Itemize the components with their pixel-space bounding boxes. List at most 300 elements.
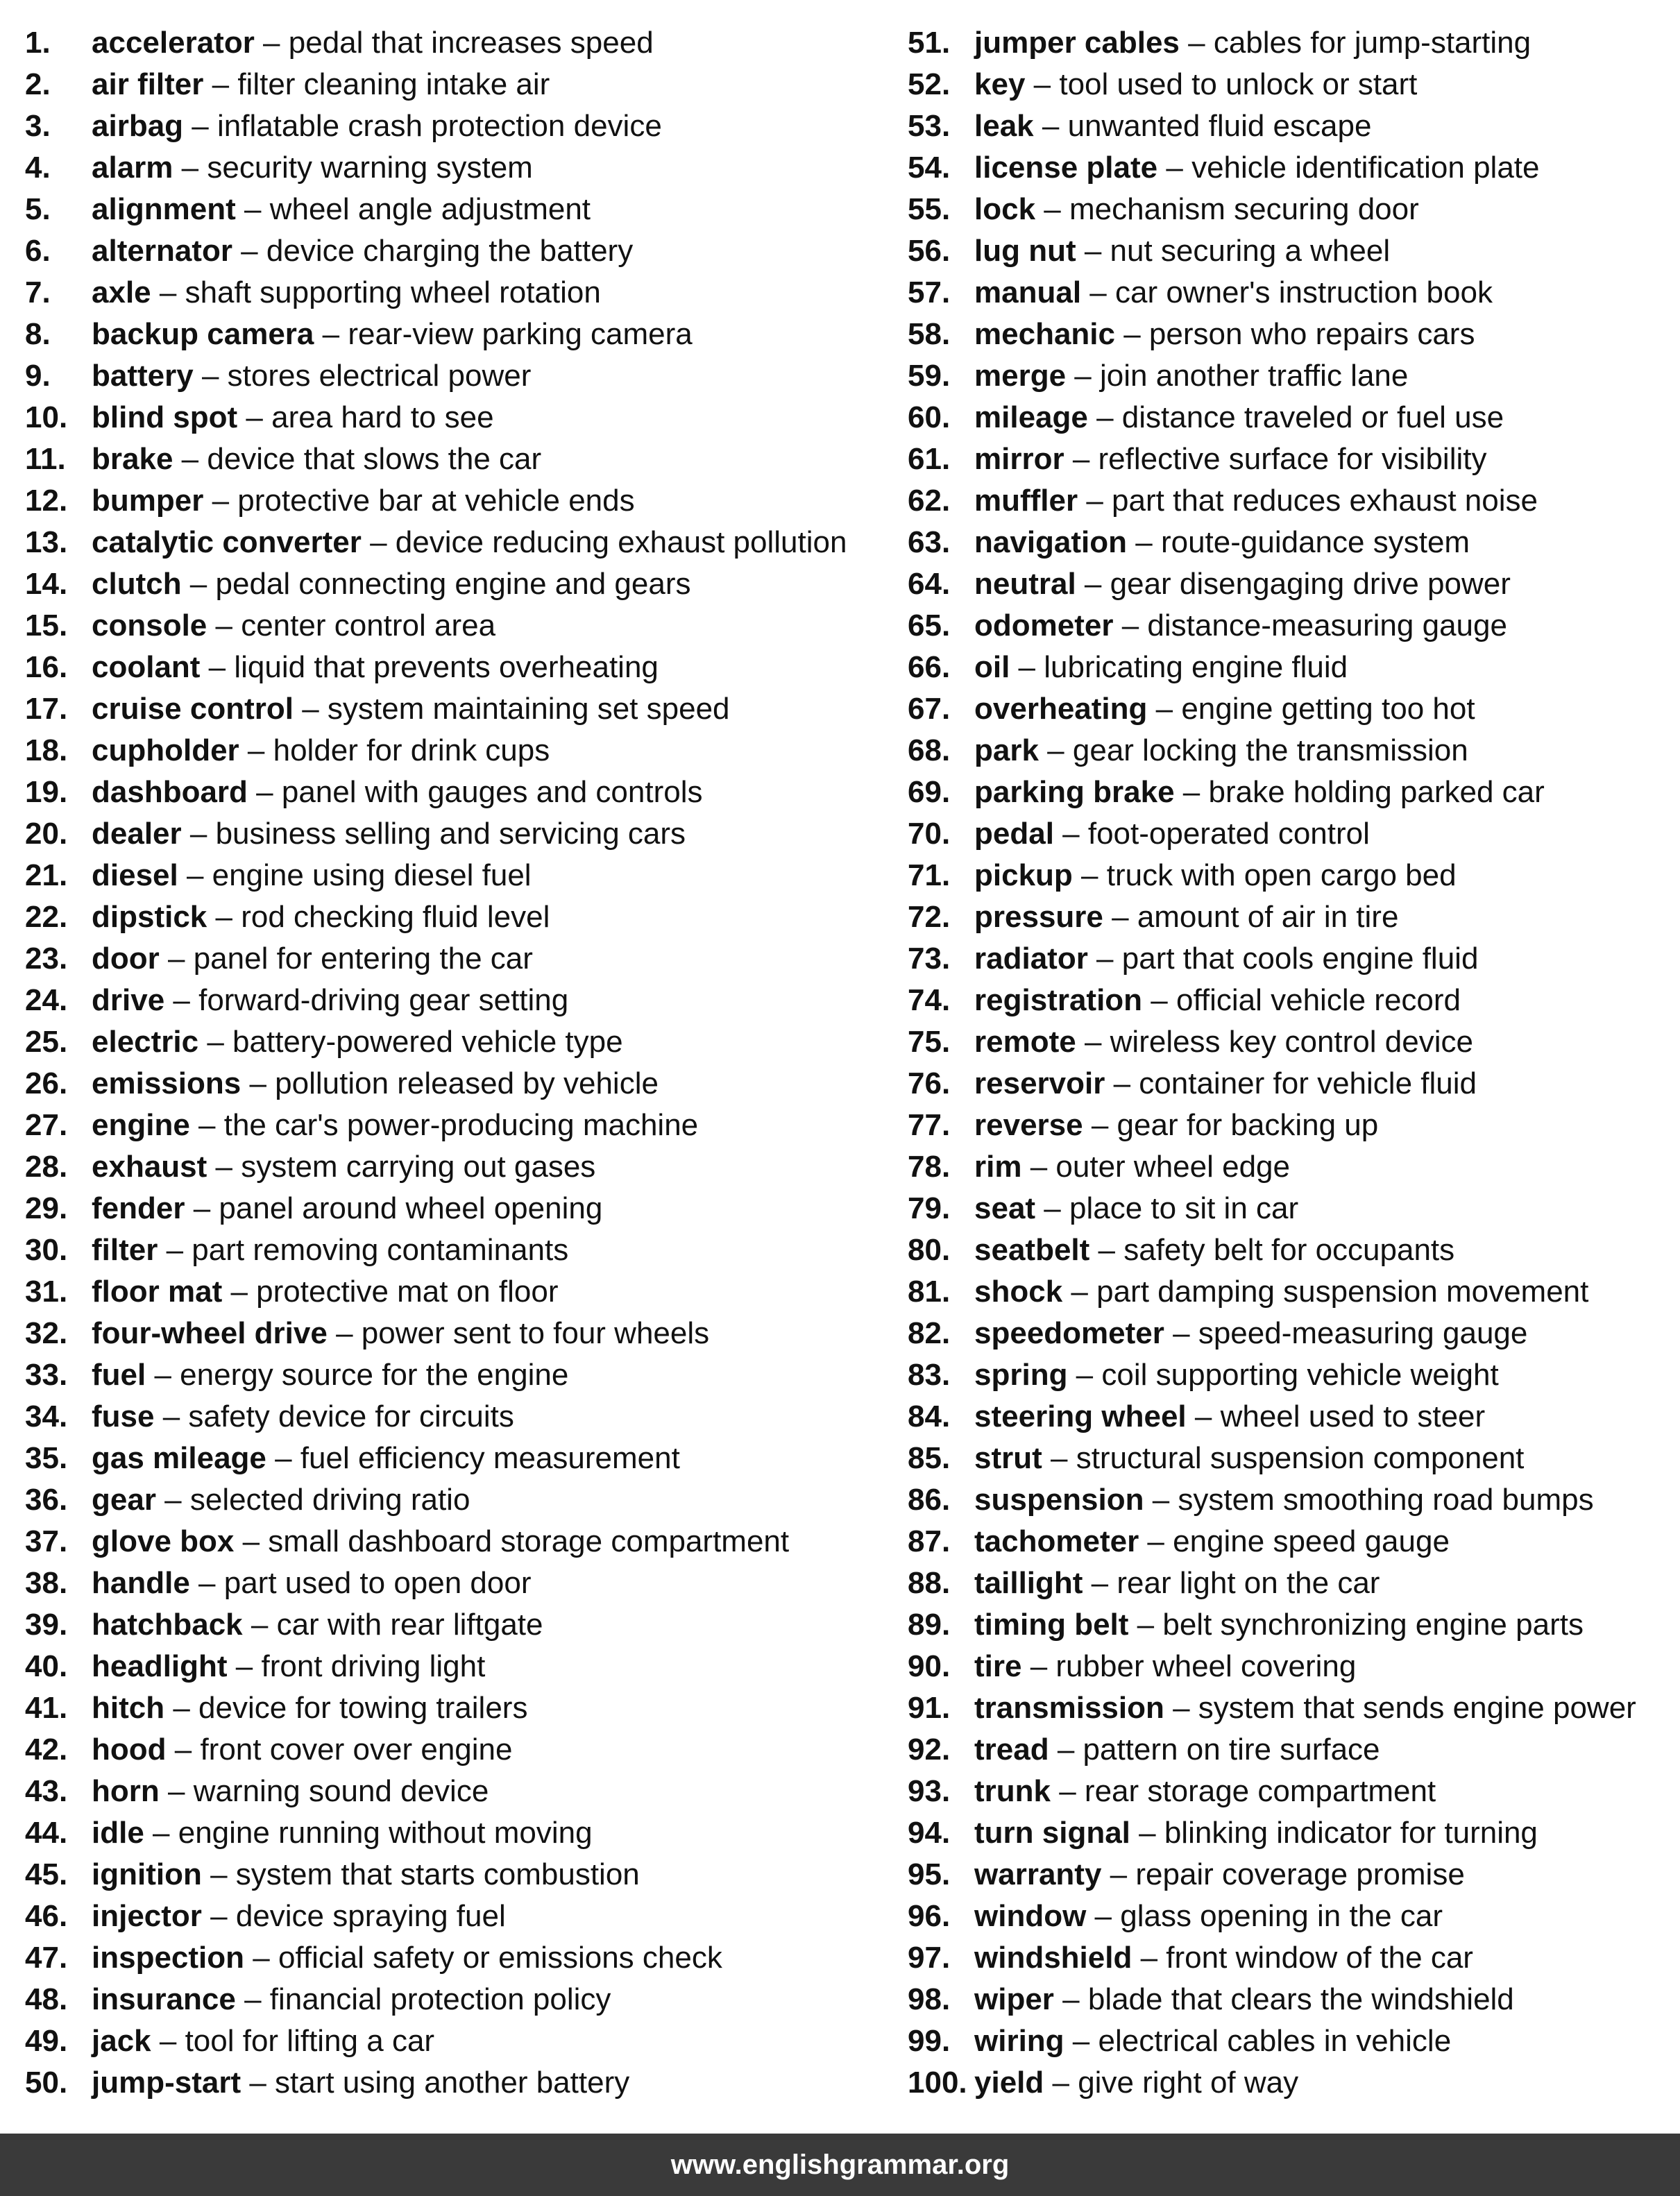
entry-term: odometer (974, 608, 1114, 642)
entry-term: ignition (92, 1857, 202, 1891)
list-item: 28. exhaust – system carrying out gases (25, 1146, 847, 1188)
entry-definition: fuel efficiency measurement (300, 1441, 680, 1475)
entry-term: dealer (92, 817, 182, 851)
entry-number: 67. (908, 692, 951, 726)
entry-definition: wheel used to steer (1220, 1399, 1486, 1433)
entry-number: 42. (25, 1733, 68, 1767)
entry-number: 65. (908, 608, 951, 642)
entry-number: 69. (908, 775, 951, 809)
entry-term: remote (974, 1025, 1076, 1059)
entry-definition: route-guidance system (1160, 525, 1470, 559)
entry-definition: protective bar at vehicle ends (237, 484, 635, 518)
entry-term: parking brake (974, 775, 1175, 809)
entry-definition: system that starts combustion (235, 1857, 640, 1891)
list-item: 91. transmission – system that sends engine power (908, 1687, 1636, 1729)
list-item: 2. air filter – filter cleaning intake air (25, 64, 847, 105)
entry-term: mirror (974, 442, 1064, 476)
list-item: 10. blind spot – area hard to see (25, 397, 847, 439)
entry-number: 93. (908, 1774, 951, 1808)
entry-definition: gear disengaging drive power (1110, 567, 1511, 601)
entry-term: yield (974, 2066, 1044, 2100)
entry-term: speedometer (974, 1316, 1164, 1350)
entry-definition: wireless key control device (1110, 1025, 1473, 1059)
list-item: 64. neutral – gear disengaging drive power (908, 563, 1636, 605)
entry-term: reservoir (974, 1066, 1105, 1100)
entry-term: suspension (974, 1483, 1144, 1517)
entry-term: shock (974, 1275, 1063, 1309)
entry-number: 17. (25, 692, 68, 726)
entry-term: neutral (974, 567, 1076, 601)
list-item: 49. jack – tool for lifting a car (25, 2020, 847, 2062)
list-item: 61. mirror – reflective surface for visibility (908, 439, 1636, 480)
entry-number: 79. (908, 1191, 951, 1225)
entry-number: 14. (25, 567, 68, 601)
entry-term: handle (92, 1566, 190, 1600)
entry-term: reverse (974, 1108, 1083, 1142)
entry-term: gear (92, 1483, 156, 1517)
entry-number: 75. (908, 1025, 951, 1059)
entry-definition: distance traveled or fuel use (1121, 400, 1504, 434)
entry-definition: glass opening in the car (1120, 1899, 1443, 1933)
entry-term: fuse (92, 1399, 155, 1433)
entry-definition: unwanted fluid escape (1067, 109, 1372, 143)
entry-definition: energy source for the engine (180, 1358, 569, 1392)
entry-definition: area hard to see (271, 400, 494, 434)
list-item: 76. reservoir – container for vehicle fluid (908, 1063, 1636, 1105)
entry-number: 90. (908, 1649, 951, 1683)
entry-term: park (974, 733, 1039, 767)
entry-definition: wheel angle adjustment (269, 192, 591, 226)
list-item: 82. speedometer – speed-measuring gauge (908, 1313, 1636, 1354)
entry-number: 70. (908, 817, 951, 851)
entry-term: backup camera (92, 317, 314, 351)
entry-number: 98. (908, 1982, 951, 2016)
list-item: 30. filter – part removing contaminants (25, 1229, 847, 1271)
entry-number: 22. (25, 900, 68, 934)
list-item: 70. pedal – foot-operated control (908, 813, 1636, 855)
vocabulary-column-right (908, 22, 1636, 2104)
entry-number: 25. (25, 1025, 68, 1059)
list-item: 72. pressure – amount of air in tire (908, 896, 1636, 938)
entry-term: glove box (92, 1524, 235, 1558)
entry-definition: warning sound device (193, 1774, 489, 1808)
entry-number: 99. (908, 2024, 951, 2058)
entry-number: 37. (25, 1524, 68, 1558)
footer-url: www.englishgrammar.org (670, 2150, 1010, 2180)
entry-definition: pollution released by vehicle (275, 1066, 659, 1100)
entry-definition: rubber wheel covering (1055, 1649, 1357, 1683)
entry-term: manual (974, 275, 1082, 309)
entry-term: dipstick (92, 900, 207, 934)
entry-term: hatchback (92, 1608, 243, 1642)
entry-definition: front cover over engine (200, 1733, 513, 1767)
entry-term: inspection (92, 1941, 245, 1975)
list-item: 37. glove box – small dashboard storage compartment (25, 1521, 847, 1563)
entry-definition: brake holding parked car (1208, 775, 1545, 809)
entry-term: rim (974, 1150, 1022, 1184)
entry-term: mechanic (974, 317, 1115, 351)
entry-definition: system that sends engine power (1198, 1691, 1636, 1725)
list-item: 50. jump-start – start using another battery (25, 2062, 847, 2104)
entry-number: 5. (25, 192, 51, 226)
entry-number: 82. (908, 1316, 951, 1350)
entry-term: bumper (92, 484, 204, 518)
entry-term: merge (974, 359, 1067, 393)
entry-term: filter (92, 1233, 158, 1267)
entry-number: 1. (25, 26, 51, 60)
entry-number: 47. (25, 1941, 68, 1975)
list-item: 21. diesel – engine using diesel fuel (25, 855, 847, 896)
entry-number: 10. (25, 400, 68, 434)
entry-number: 66. (908, 650, 951, 684)
entry-number: 76. (908, 1066, 951, 1100)
entry-number: 64. (908, 567, 951, 601)
entry-definition: lubricating engine fluid (1044, 650, 1348, 684)
entry-definition: pedal that increases speed (288, 26, 654, 60)
entry-definition: car with rear liftgate (276, 1608, 543, 1642)
entry-term: drive (92, 983, 165, 1017)
entry-term: navigation (974, 525, 1128, 559)
entry-definition: front driving light (261, 1649, 486, 1683)
entry-term: axle (92, 275, 151, 309)
entry-number: 72. (908, 900, 951, 934)
entry-term: seatbelt (974, 1233, 1090, 1267)
list-item: 22. dipstick – rod checking fluid level (25, 896, 847, 938)
entry-term: idle (92, 1816, 144, 1850)
entry-definition: pattern on tire surface (1083, 1733, 1380, 1767)
entry-definition: gear locking the transmission (1072, 733, 1468, 767)
list-item: 62. muffler – part that reduces exhaust noise (908, 480, 1636, 522)
entry-definition: rod checking fluid level (241, 900, 550, 934)
list-item: 90. tire – rubber wheel covering (908, 1646, 1636, 1687)
entry-term: tire (974, 1649, 1022, 1683)
entry-definition: financial protection policy (269, 1982, 611, 2016)
entry-number: 57. (908, 275, 951, 309)
entry-definition: truck with open cargo bed (1106, 858, 1457, 892)
entry-term: pressure (974, 900, 1103, 934)
entry-definition: safety device for circuits (188, 1399, 514, 1433)
entry-number: 7. (25, 275, 51, 309)
entry-definition: engine using diesel fuel (212, 858, 532, 892)
entry-number: 40. (25, 1649, 68, 1683)
list-item: 33. fuel – energy source for the engine (25, 1354, 847, 1396)
entry-number: 97. (908, 1941, 951, 1975)
entry-definition: system smoothing road bumps (1178, 1483, 1594, 1517)
entry-definition: part damping suspension movement (1096, 1275, 1589, 1309)
entry-number: 58. (908, 317, 951, 351)
entry-number: 60. (908, 400, 951, 434)
list-item: 84. steering wheel – wheel used to steer (908, 1396, 1636, 1438)
list-item: 77. reverse – gear for backing up (908, 1105, 1636, 1146)
list-item: 32. four-wheel drive – power sent to four wheels (25, 1313, 847, 1354)
entry-number: 86. (908, 1483, 951, 1517)
entry-term: door (92, 942, 160, 976)
entry-term: registration (974, 983, 1143, 1017)
entry-definition: amount of air in tire (1137, 900, 1399, 934)
entry-number: 6. (25, 234, 51, 268)
entry-definition: person who repairs cars (1148, 317, 1475, 351)
entry-term: accelerator (92, 26, 255, 60)
entry-term: pedal (974, 817, 1054, 851)
entry-term: engine (92, 1108, 190, 1142)
entry-number: 9. (25, 359, 51, 393)
entry-term: fender (92, 1191, 185, 1225)
entry-number: 53. (908, 109, 951, 143)
entry-number: 78. (908, 1150, 951, 1184)
entry-number: 71. (908, 858, 951, 892)
list-item: 53. leak – unwanted fluid escape (908, 105, 1636, 147)
entry-number: 4. (25, 151, 51, 185)
entry-number: 74. (908, 983, 951, 1017)
list-item: 80. seatbelt – safety belt for occupants (908, 1229, 1636, 1271)
entry-term: injector (92, 1899, 202, 1933)
entry-term: strut (974, 1441, 1042, 1475)
entry-term: tread (974, 1733, 1049, 1767)
entry-number: 73. (908, 942, 951, 976)
list-item: 23. door – panel for entering the car (25, 938, 847, 980)
entry-term: horn (92, 1774, 160, 1808)
list-item: 25. electric – battery-powered vehicle type (25, 1021, 847, 1063)
entry-term: blind spot (92, 400, 238, 434)
list-item: 26. emissions – pollution released by vehicle (25, 1063, 847, 1105)
entry-term: warranty (974, 1857, 1102, 1891)
entry-number: 13. (25, 525, 68, 559)
entry-definition: foot-operated control (1087, 817, 1370, 851)
entry-term: taillight (974, 1566, 1083, 1600)
entry-term: key (974, 67, 1026, 101)
entry-number: 20. (25, 817, 68, 851)
entry-definition: liquid that prevents overheating (234, 650, 659, 684)
entry-number: 52. (908, 67, 951, 101)
entry-definition: the car's power-producing machine (223, 1108, 699, 1142)
entry-definition: protective mat on floor (256, 1275, 559, 1309)
entry-definition: inflatable crash protection device (217, 109, 662, 143)
entry-term: cupholder (92, 733, 239, 767)
entry-number: 68. (908, 733, 951, 767)
list-item: 65. odometer – distance-measuring gauge (908, 605, 1636, 647)
entry-number: 31. (25, 1275, 68, 1309)
entry-definition: structural suspension component (1076, 1441, 1525, 1475)
list-item: 19. dashboard – panel with gauges and controls (25, 772, 847, 813)
entry-term: lug nut (974, 234, 1076, 268)
entry-term: headlight (92, 1649, 228, 1683)
entry-term: steering wheel (974, 1399, 1187, 1433)
entry-number: 27. (25, 1108, 68, 1142)
list-item: 78. rim – outer wheel edge (908, 1146, 1636, 1188)
entry-number: 51. (908, 26, 951, 60)
entry-number: 92. (908, 1733, 951, 1767)
entry-definition: official vehicle record (1176, 983, 1461, 1017)
entry-number: 34. (25, 1399, 68, 1433)
list-item: 12. bumper – protective bar at vehicle ends (25, 480, 847, 522)
entry-number: 94. (908, 1816, 951, 1850)
entry-number: 89. (908, 1608, 951, 1642)
entry-number: 83. (908, 1358, 951, 1392)
entry-number: 2. (25, 67, 51, 101)
list-item: 74. registration – official vehicle record (908, 980, 1636, 1021)
list-item: 13. catalytic converter – device reducing exhaust pollution (25, 522, 847, 563)
entry-term: wiper (974, 1982, 1054, 2016)
entry-definition: system maintaining set speed (327, 692, 730, 726)
list-item: 87. tachometer – engine speed gauge (908, 1521, 1636, 1563)
entry-definition: engine getting too hot (1181, 692, 1475, 726)
list-item: 88. taillight – rear light on the car (908, 1563, 1636, 1604)
entry-term: diesel (92, 858, 178, 892)
entry-term: license plate (974, 151, 1158, 185)
entry-definition: engine speed gauge (1173, 1524, 1450, 1558)
entry-number: 43. (25, 1774, 68, 1808)
entry-term: radiator (974, 942, 1088, 976)
entry-term: tachometer (974, 1524, 1139, 1558)
list-item: 18. cupholder – holder for drink cups (25, 730, 847, 772)
entry-definition: device reducing exhaust pollution (395, 525, 847, 559)
list-item: 5. alignment – wheel angle adjustment (25, 189, 847, 230)
list-item: 1. accelerator – pedal that increases speed (25, 22, 847, 64)
entry-number: 35. (25, 1441, 68, 1475)
entry-number: 49. (25, 2024, 68, 2058)
entry-term: air filter (92, 67, 204, 101)
entry-term: console (92, 608, 207, 642)
entry-definition: start using another battery (275, 2066, 630, 2100)
entry-number: 8. (25, 317, 51, 351)
footer-bar (0, 2134, 1680, 2196)
entry-definition: distance-measuring gauge (1147, 608, 1507, 642)
entry-number: 26. (25, 1066, 68, 1100)
entry-definition: reflective surface for visibility (1098, 442, 1487, 476)
entry-term: spring (974, 1358, 1068, 1392)
entry-definition: official safety or emissions check (278, 1941, 722, 1975)
entry-definition: join another traffic lane (1100, 359, 1409, 393)
entry-definition: blinking indicator for turning (1164, 1816, 1538, 1850)
entry-definition: rear light on the car (1117, 1566, 1380, 1600)
entry-definition: speed-measuring gauge (1198, 1316, 1528, 1350)
entry-term: lock (974, 192, 1036, 226)
list-item: 66. oil – lubricating engine fluid (908, 647, 1636, 688)
list-item: 79. seat – place to sit in car (908, 1188, 1636, 1229)
entry-number: 85. (908, 1441, 951, 1475)
entry-definition: part that reduces exhaust noise (1112, 484, 1538, 518)
entry-number: 23. (25, 942, 68, 976)
entry-definition: part that cools engine fluid (1121, 942, 1479, 976)
entry-term: alignment (92, 192, 236, 226)
entry-definition: outer wheel edge (1055, 1150, 1290, 1184)
entry-number: 59. (908, 359, 951, 393)
entry-definition: tool used to unlock or start (1059, 67, 1418, 101)
entry-term: trunk (974, 1774, 1051, 1808)
entry-number: 32. (25, 1316, 68, 1350)
list-item: 67. overheating – engine getting too hot (908, 688, 1636, 730)
entry-term: oil (974, 650, 1010, 684)
list-item: 27. engine – the car's power-producing machine (25, 1105, 847, 1146)
list-item: 4. alarm – security warning system (25, 147, 847, 189)
entry-number: 16. (25, 650, 68, 684)
entry-number: 50. (25, 2066, 68, 2100)
list-item: 52. key – tool used to unlock or start (908, 64, 1636, 105)
list-item: 71. pickup – truck with open cargo bed (908, 855, 1636, 896)
entry-term: mileage (974, 400, 1088, 434)
entry-term: leak (974, 109, 1034, 143)
entry-term: coolant (92, 650, 201, 684)
entry-definition: vehicle identification plate (1191, 151, 1540, 185)
entry-number: 96. (908, 1899, 951, 1933)
list-item: 34. fuse – safety device for circuits (25, 1396, 847, 1438)
entry-definition: mechanism securing door (1069, 192, 1419, 226)
list-item: 40. headlight – front driving light (25, 1646, 847, 1687)
list-item: 20. dealer – business selling and servicing cars (25, 813, 847, 855)
list-item: 38. handle – part used to open door (25, 1563, 847, 1604)
entry-term: electric (92, 1025, 199, 1059)
entry-term: battery (92, 359, 194, 393)
entry-definition: shaft supporting wheel rotation (185, 275, 601, 309)
list-item: 48. insurance – financial protection policy (25, 1979, 847, 2020)
list-item: 85. strut – structural suspension component (908, 1438, 1636, 1479)
entry-term: timing belt (974, 1608, 1129, 1642)
entry-definition: panel with gauges and controls (281, 775, 703, 809)
entry-term: seat (974, 1191, 1036, 1225)
entry-definition: rear storage compartment (1084, 1774, 1436, 1808)
entry-number: 48. (25, 1982, 68, 2016)
entry-term: insurance (92, 1982, 236, 2016)
list-item: 29. fender – panel around wheel opening (25, 1188, 847, 1229)
list-item: 43. horn – warning sound device (25, 1771, 847, 1812)
list-item: 14. clutch – pedal connecting engine and gears (25, 563, 847, 605)
entry-number: 39. (25, 1608, 68, 1642)
entry-definition: power sent to four wheels (361, 1316, 710, 1350)
entry-term: brake (92, 442, 173, 476)
list-item: 57. manual – car owner's instruction book (908, 272, 1636, 314)
list-item: 58. mechanic – person who repairs cars (908, 314, 1636, 355)
entry-term: emissions (92, 1066, 241, 1100)
entry-term: transmission (974, 1691, 1164, 1725)
list-item: 73. radiator – part that cools engine fluid (908, 938, 1636, 980)
entry-definition: filter cleaning intake air (237, 67, 550, 101)
entry-definition: center control area (241, 608, 496, 642)
entry-definition: front window of the car (1166, 1941, 1473, 1975)
entry-number: 88. (908, 1566, 951, 1600)
entry-term: jump-start (92, 2066, 241, 2100)
entry-term: alternator (92, 234, 232, 268)
entry-definition: device spraying fuel (235, 1899, 506, 1933)
entry-number: 80. (908, 1233, 951, 1267)
entry-number: 95. (908, 1857, 951, 1891)
list-item: 69. parking brake – brake holding parked car (908, 772, 1636, 813)
entry-definition: stores electrical power (227, 359, 532, 393)
entry-definition: safety belt for occupants (1123, 1233, 1455, 1267)
entry-definition: small dashboard storage compartment (268, 1524, 790, 1558)
list-item: 39. hatchback – car with rear liftgate (25, 1604, 847, 1646)
entry-term: cruise control (92, 692, 294, 726)
list-item: 56. lug nut – nut securing a wheel (908, 230, 1636, 272)
list-item: 42. hood – front cover over engine (25, 1729, 847, 1771)
list-item: 15. console – center control area (25, 605, 847, 647)
list-item: 83. spring – coil supporting vehicle weight (908, 1354, 1636, 1396)
entry-term: airbag (92, 109, 184, 143)
list-item: 100. yield – give right of way (908, 2062, 1636, 2104)
entry-term: jack (92, 2024, 151, 2058)
entry-definition: forward-driving gear setting (198, 983, 569, 1017)
entry-definition: rear-view parking camera (348, 317, 693, 351)
list-item: 6. alternator – device charging the battery (25, 230, 847, 272)
entry-number: 30. (25, 1233, 68, 1267)
entry-number: 77. (908, 1108, 951, 1142)
entry-number: 36. (25, 1483, 68, 1517)
list-item: 63. navigation – route-guidance system (908, 522, 1636, 563)
list-item: 59. merge – join another traffic lane (908, 355, 1636, 397)
entry-number: 33. (25, 1358, 68, 1392)
entry-definition: security warning system (207, 151, 533, 185)
entry-number: 44. (25, 1816, 68, 1850)
list-item: 17. cruise control – system maintaining set speed (25, 688, 847, 730)
